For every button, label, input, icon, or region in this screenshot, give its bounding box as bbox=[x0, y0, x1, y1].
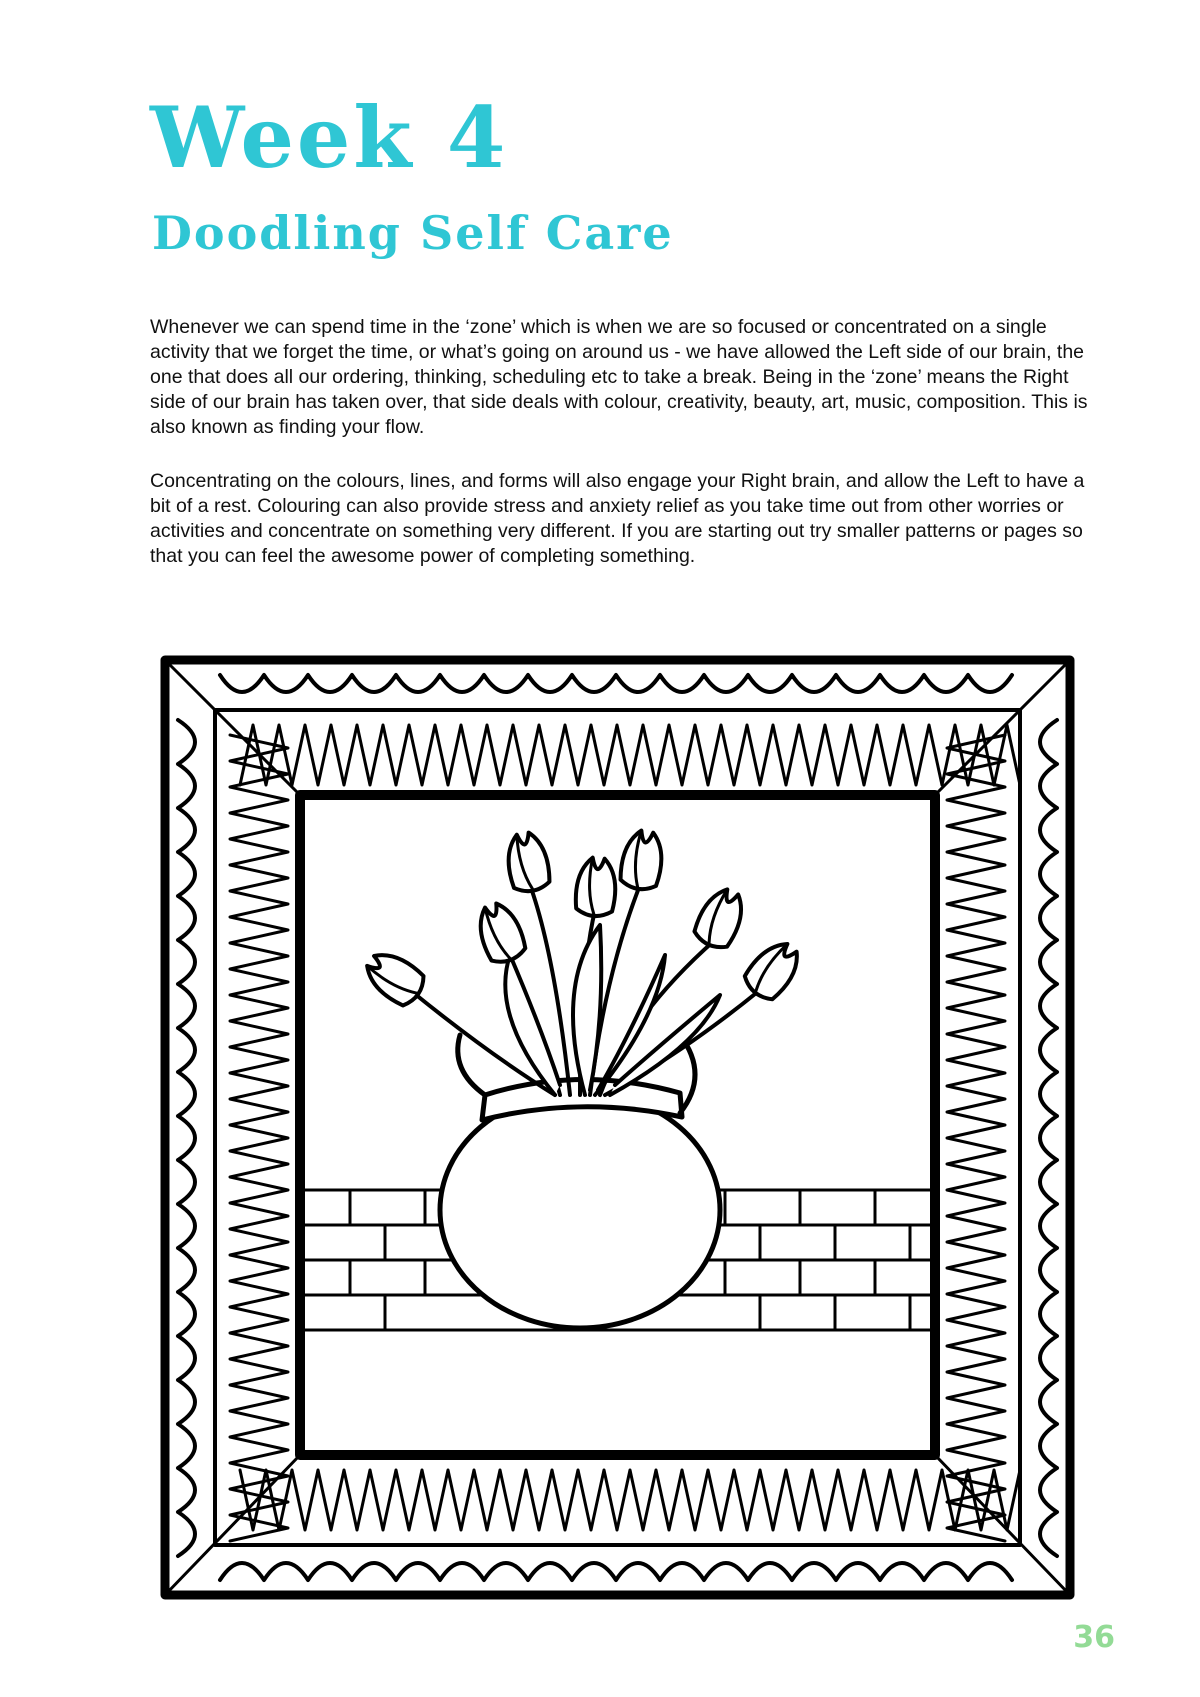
coloring-illustration bbox=[160, 655, 1080, 1605]
page-number: 36 bbox=[1073, 1620, 1115, 1655]
intro-paragraph: Whenever we can spend time in the ‘zone’ which is when we are so focused or concentrated on a single activity that we forget the time, or what’s going on around us - we have allowed the Left side of our brain, the one that does all our ordering, thinking, scheduling etc to take a break. Being in the ‘zone’ means the Right side of our brain has taken over, that side deals with colour, creativity, beauty, art, music, composition. This is also known as finding your flow. bbox=[150, 316, 1088, 438]
page-title: Week 4 bbox=[150, 88, 509, 187]
tulip-vase-drawing bbox=[305, 828, 930, 1330]
page-subtitle: Doodling Self Care bbox=[152, 206, 674, 260]
colouring-paragraph: Concentrating on the colours, lines, and forms will also engage your Right brain, and allow the Left to have a bit of a rest. Colouring can also provide stress and anxiety relief as you take time out from other worries or activities and concentrate on something very different. If you are starting out try smaller patterns or pages so that you can feel the awesome power of completing something. bbox=[150, 470, 1085, 567]
